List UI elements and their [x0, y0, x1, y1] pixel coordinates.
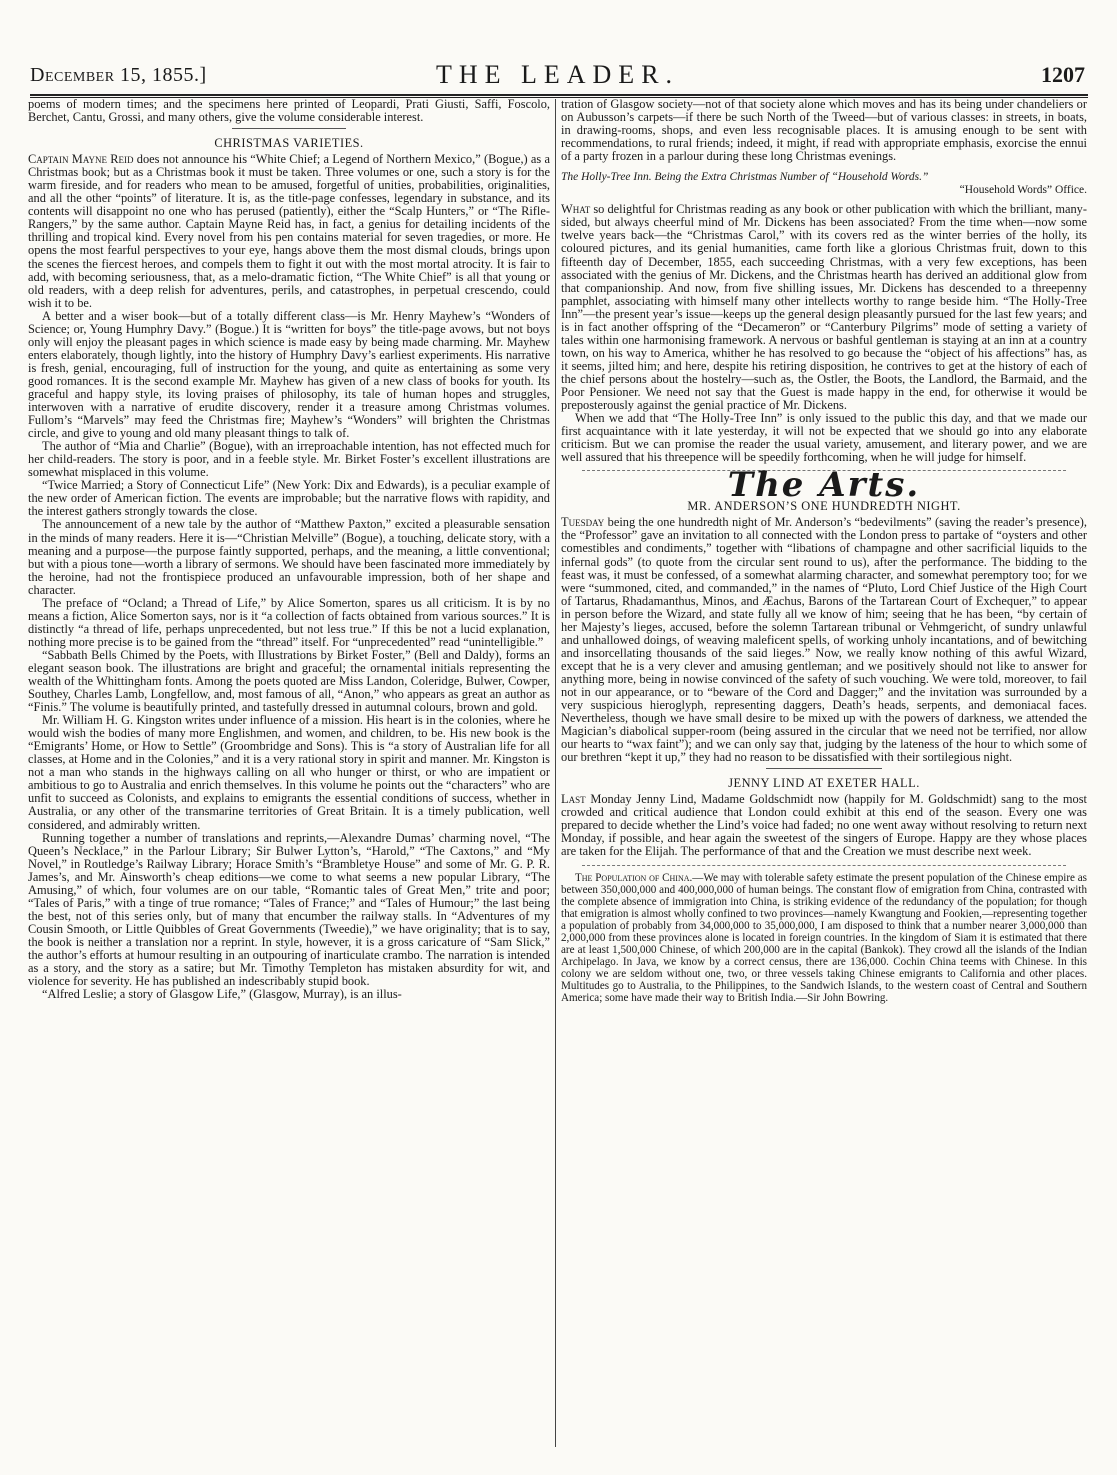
section-heading-christmas-varieties: CHRISTMAS VARIETIES. [214, 136, 364, 151]
section-rule [582, 865, 1066, 866]
right-column [561, 98, 1087, 1453]
column-divider [555, 99, 556, 1447]
left-column [28, 98, 550, 1453]
review-paragraph: “Sabbath Bells Chimed by the Poets, with Illustrations by Birket Foster,” (Bell and Daldy), forms an elegant season book. The illustrations are bright and graceful; the ornamental initials representing the wealth of the Whittingham fonts. Among the poets quoted are Miss Landon, Coleridge, Bulwer, Cowper, Southey, Charles Lamb, Longfellow, and, most famous of all, “Anon,” who appears as great an author as “Finis.” The volume is beautifully printed, and tastefully dressed in autumnal colours, brown and gold. [28, 647, 550, 715]
lead-words: Captain Mayne Reid [28, 152, 134, 167]
review-paragraph [561, 203, 1087, 412]
china-paragraph [561, 872, 1087, 1005]
lead-words: Last [561, 792, 586, 807]
page-number: 1207 [1041, 62, 1085, 87]
paragraph-text: does not announce his “White Chief; a Legend of Northern Mexico,” (Bogue,) as a Christmas book; but as a Christmas book it must be taken. Three volumes or one, such a story is for the warm fireside, and for readers who mean to be amused, forgetful of unities, probabilities, originalities, and all the other “points” of literature. It is, as the title-page confesses, legendary in substance, and its contents will disappoint no one who has perused (patiently), either the “Scalp Hunters,” or “The Rifle-Rangers,” by the same author. Captain Mayne Reid has, in fact, a genius for detailing incidents of the thrilling and tropical kind. Every novel from his pen contains material for seven tragedies, or more. He opens the most fearful perspectives to your eye, hangs above them the most dismal clouds, brings upon the scenes the fiercest heroes, and compels them to fight it out with the most mortal atrocity. It is fair to add, with becoming seriousness, that, as a melo-dramatic fiction, “The White Chief” is all that young or old readers, with a deep relish for adventures, perils, and catastrophes, in perpetual crescendo, could wish it to be. [28, 152, 550, 310]
review-paragraph: A better and a wiser book—but of a totally different class—is Mr. Henry Mayhew’s “Wonders of Science; or, Young Humphry Davy.” (Bogue.) It is “written for boys” the title-page avows, but not boys only will enjoy the pleasant pages in which science is made easy by being made charming. Mr. Mayhew enters elaborately, though lightly, into the history of Humphry Davy’s earliest experiments. His narrative is fresh, genial, encouraging, full of instruction for the young, and quite as entertaining as some very good romances. It is the second example Mr. Mayhew has given of a new class of books for youth. Its graceful and happy style, its loving praises of philosophy, its tale of human hopes and struggles, interwoven with a narrative of erudite discovery, render it a treasure among Christmas volumes. Fullom’s “Marvels” may feed the Christmas fire; Mayhew’s “Wonders” will brighten the Christmas circle, and give to young and old many pleasant things to talk of. [28, 308, 550, 441]
lead-words: The Population of China. [575, 871, 693, 884]
review-paragraph: “Twice Married; a Story of Connecticut Life” (New York: Dix and Edwards), is a peculiar example of the new order of American fiction. The events are improbable; but the narrative flows with rapidity, and the interest gathers strongly towards the close. [28, 478, 550, 519]
issue-date: December 15, 1855.] [30, 64, 207, 86]
article-paragraph [561, 793, 1087, 858]
book-caption: The Holly-Tree Inn. Being the Extra Christmas Number of “Household Words.” [561, 171, 929, 184]
paragraph-text: Monday Jenny Lind, Madame Goldschmidt now (happily for M. Goldschmidt) sang to the most crowded and critical audience that London could exhibit at this end of the season. Every one was prepared to decide whether the Lind’s voice had faded; no one went away without resolving to return next Monday, if possible, and hear again the sweetest of the singers of Europe. Happy are they whose places are taken for the Elijah. The performance of that and the Creation we must describe next week. [561, 792, 1087, 859]
newspaper-title: THE LEADER. [435, 60, 680, 89]
paragraph-text: being the one hundredth night of Mr. Anderson’s “bedevilments” (saving the reader’s presence), the “Professor” gave an invitation to all connected with the London press to partake of “oysters and other comestibles and condiments,” together with “libations of champagne and other sacrificial liquids to the infernal gods” (to quote from the circular sent round to us), after the performance. The bidding to the feast was, it must be confessed, of a somewhat alarming character, and somewhat peremptory too; for we were “summoned, cited, and commanded,” in the names of “Pluto, Lord Chief Justice of the High Court of Tartarus, Rhadamanthus, Minos, and Æachus, Barons of the Tartarean Court of Exchequer,” to appear in person before the Wizard, and state fully all we know of him; seeing that he has been, “by certain of her Majesty’s lieges, accused, before the solemn Tartarean tribunal or Vehmgericht, of sundry unlawful and unhallowed doings, of weaving maleficent spells, of working unholy incantations, and of bewitching and insorcellating thousands of the said lieges.” Now, we really know nothing of this awful Wizard, except that he is a very clever and amusing gentleman; and we positively should not like to answer for anything more, being in nowise convinced of the safety of such vouching. We were told, moreover, to fail not in our appearance, or to “beware of the Cord and Dagger;” and the invitation was surrounded by a very suspicious hieroglyph, representing daggers, Death’s heads, serpents, and demoniacal faces. Nevertheless, though we have small desire to be mixed up with the powers of darkness, we attended the Magician’s diabolical supper-room (being assured in the circular that we need not be terrified, nor allow our hearts to “wax faint”); and we can only say that, judging by the lateness of the hour to which some of our brethren “kept it up,” they had no reason to be dissatisfied with their sortilegious night. [561, 515, 1087, 765]
article-heading-jenny-lind: JENNY LIND AT EXETER HALL. [728, 776, 920, 791]
intro-paragraph: poems of modern times; and the specimens here printed of Leopardi, Prati Giusti, Saffi, Foscolo, Berchet, Cantu, Grossi, and many others, give the volume considerable interest. [28, 98, 550, 125]
continued-paragraph: tration of Glasgow society—not of that society alone which moves and has its being under chandeliers or on Aubusson’s carpets—if there be such North of the Tweed—but of various classes: in streets, in boats, in drawing-rooms, shops, and even less recognisable places. It is amusing enough to be sent with recommendations, to rural friends; indeed, it might, if read with appropriate emphasis, exorcise the ennui of a party frozen in a parlour during these long Christmas evenings. [561, 98, 1087, 164]
review-paragraph: The announcement of a new tale by the author of “Matthew Paxton,” excited a pleasurable sensation in the minds of many readers. Here it is—“Christian Melville” (Bogue), a touching, delicate story, with a meaning and a purpose—the purpose faintly supported, perhaps, and the meaning, a little conventional; but with a pious tone—worth a library of sermons. We should have been fascinated more immediately by the heroine, had not the frontispiece produced an unfavourable impression, both of her shape and character. [28, 517, 550, 597]
review-paragraph: When we add that “The Holly-Tree Inn” is only issued to the public this day, and that we made our first acquaintance with it late yesterday, it will not be expected that we should go into any elaborate criticism. But we can promise the reader the usual variety, amusement, and literary power, and we are well assured that his threepence will be speedily forthcoming, when he will judge for himself. [561, 411, 1087, 465]
review-paragraph: “Alfred Leslie; a story of Glasgow Life,” (Glasgow, Murray), is an illus- [42, 987, 402, 1002]
review-paragraph [28, 153, 550, 310]
paragraph-text: so delightful for Christmas reading as any book or other publication with which the brilliant, many-sided, but always cheerful mind of Mr. Dickens has been associated? From the time when—now some twelve years back—the “Christmas Carol,” with its covers red as the winter berries of the holly, its coloured pictures, and its genial humanities, came forth like a glorious Christmas fruit, down to this fifteenth day of December, 1855, each succeeding Christmas, with a very few exceptions, has been associated with the genius of Mr. Dickens, and the Christmas hearth has derived an additional glow from that companionship. And now, from five shilling issues, Mr. Dickens has descended to a threepenny pamphlet, associating with himself many other intellects worthy to range beside him. “The Holly-Tree Inn”—the present year’s issue—keeps up the general design pleasantly pursued for the last few years; and is in fact another offspring of the “Decameron” or “Canterbury Pilgrims” mode of setting a variety of tales within one harmonising framework. A nervous or bashful gentleman is staying at an inn at a country town, on his way to America, whither he has resolved to go because the “object of his affections” has, as it seems, jilted him; and here, despite his retiring disposition, he contrives to get at the history of each of the chief persons about the hostelry—such as, the Ostler, the Boots, the Landlord, the Barmaid, and the Poor Pensioner. We need not say that the Guest is made happy in the end, for otherwise it would be preposterously against the genial practice of Mr. Dickens. [561, 202, 1087, 413]
section-rule [232, 128, 347, 129]
article-paragraph [561, 516, 1087, 764]
header-rule [30, 94, 1088, 96]
review-paragraph: Running together a number of translations and reprints,—Alexandre Dumas’ charming novel, “The Queen’s Necklace,” in the Parlour Library; Sir Bulwer Lytton’s, “Harold,” “The Caxtons,” and “My Novel,” in Routledge’s Railway Library; Horace Smith’s “Brambletye House” and some of Mr. G. P. R. James’s, and Mr. Ainsworth’s cheap editions—we come to what seems a new popular Library, “The Amusing,” of which, four volumes are on our table, “Romantic tales of Great Men,” trite and poor; “Tales of Paris,” with a tinge of true romance; “Tales of France;” and “Tales of Humour;” the last being the best, not of this series only, but of many that encumber the railway stalls. In “Adventures of my Cousin Smooth, or Little Quibbles of Great Governments (Tweedie),” we have originality; that is to say, the book is neither a translation nor a reprint. In style, however, it is a gross caricature of “Sam Slick,” the author’s efforts at humour resulting in an outpouring of inarticulate crambo. The narration is intended as a story, and the story as a satire; but Mr. Timothy Templeton has mistaken absurdity for wit, and violence for severity. He has published an indescribably stupid book. [28, 830, 550, 989]
review-paragraph: The author of “Mia and Charlie” (Bogue), with an irreproachable intention, has not effected much for her child-readers. The story is poor, and in a feeble style. Mr. Birket Foster’s excellent illustrations are somewhat misplaced in this volume. [28, 439, 550, 480]
lead-words: Tuesday [561, 515, 605, 530]
article-heading-anderson: MR. ANDERSON’S ONE HUNDREDTH NIGHT. [687, 499, 961, 514]
section-rule [766, 768, 882, 769]
book-publisher: “Household Words” Office. [959, 184, 1087, 197]
lead-words: What [561, 202, 591, 217]
review-paragraph: The preface of “Ocland; a Thread of Life,” by Alice Somerton, spares us all criticism. It is by no means a fiction, Alice Somerton says, nor is it “a collection of facts obtained from various sources.” It is distinctly “a thread of life, perhaps unprecedented, but not less true.” If this be not a lucid explanation, nothing more precise is to be gained from the “thread” itself. For “unprecedented” read “unintelligible.” [28, 595, 550, 649]
section-title-the-arts: The Arts. [727, 465, 921, 506]
masthead [30, 60, 1085, 90]
review-paragraph: Mr. William H. G. Kingston writes under influence of a mission. His heart is in the colonies, where he would wish the bodies of many more Englishmen, and women, and children, to be. His new book is the “Emigrants’ Home, or How to Settle” (Groombridge and Sons). This is “a story of Australian life for all classes, at Home and in the Colonies,” and it is a very rational story in spirit and manner. Mr. Kingston is not a man who stands in the highways calling on all who hunger or thirst, or who are impatient or ambitious to go to Australia and enrich themselves. In this volume he points out the “characters” who are unfit to succeed as Colonists, and explains to emigrants the essential conditions of success, whether in Australia, or any other of the transmarine territories of Great Britain. It is a timely publication, well considered, and admirably written. [28, 713, 550, 832]
paragraph-text: —We may with tolerable safety estimate the present population of the Chinese empire as between 350,000,000 and 400,000,000 of human beings. The constant flow of emigration from China, contrasted with the complete absence of immigration into China, is striking evidence of the redundancy of the population; for though that emigration is almost wholly confined to two provinces—namely Kwangtung and Fookien,—representing together a population of probably from 34,000,000 to 35,000,000, I am disposed to think that a number nearer 3,000,000 than 2,000,000 from these provinces alone is located in foreign countries. In the kingdom of Siam it is estimated that there are at least 1,500,000 Chinese, of which 200,000 are in the capital (Bankok). They crowd all the islands of the Indian Archipelago. In Java, we know by a correct census, there are 136,000. Cochin China teems with Chinese. In this colony we are seldom without one, two, or three vessels taking Chinese emigrants to California and other places. Multitudes go to Australia, to the Philippines, to the Sandwich Islands, to the western coast of Central and Southern America; some have made their way to British India.—Sir John Bowring. [561, 871, 1087, 1005]
